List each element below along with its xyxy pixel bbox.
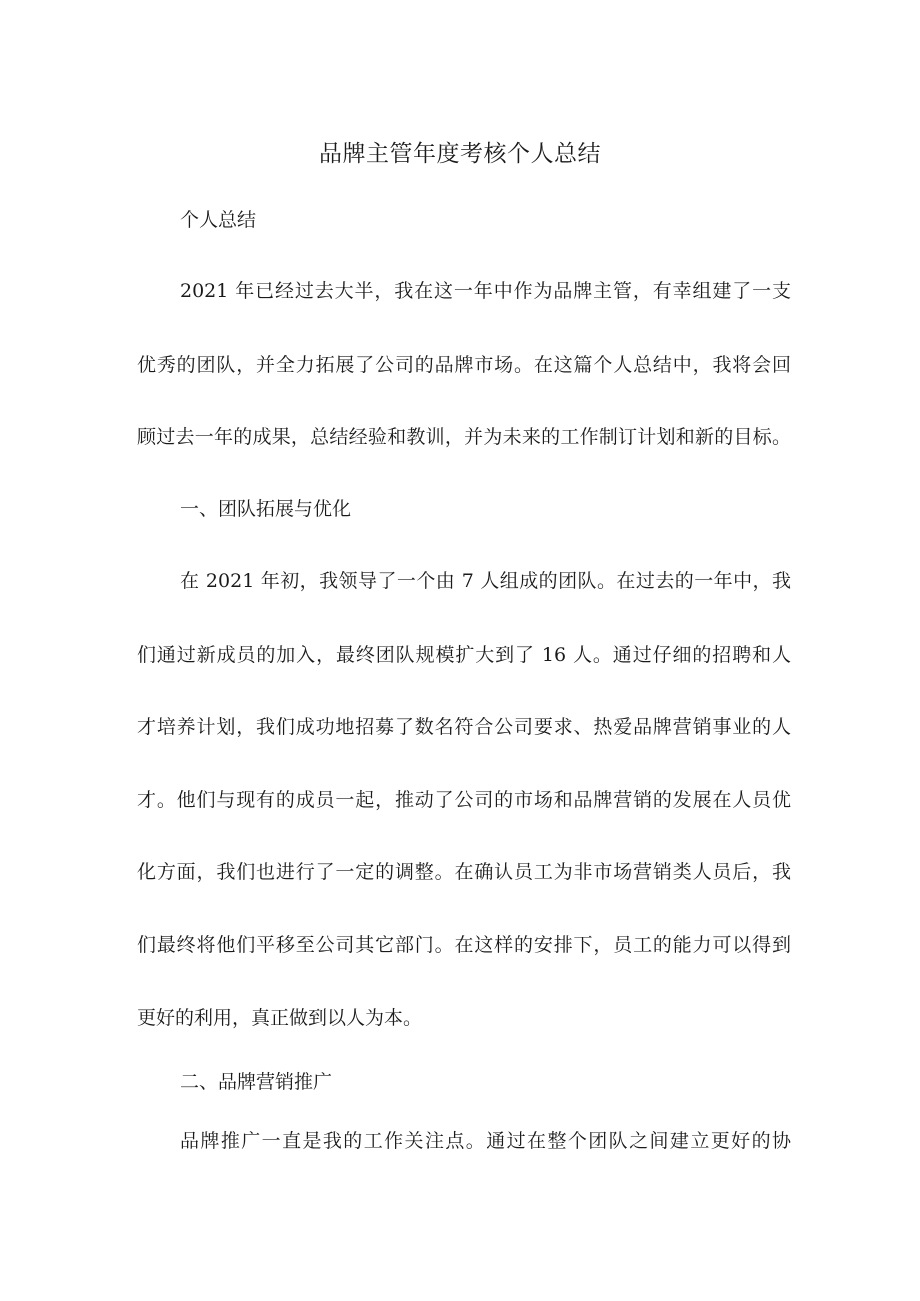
paragraph-line: 在 2021 年初，我领导了一个由 7 人组成的团队。在过去的一年中，我 bbox=[180, 570, 791, 592]
paragraph-line: 们通过新成员的加入，最终团队规模扩大到了 16 人。通过仔细的招聘和人 bbox=[137, 644, 791, 666]
section-heading-team: 一、团队拓展与优化 bbox=[180, 498, 352, 520]
paragraph-line: 化方面，我们也进行了一定的调整。在确认员工为非市场营销类人员后，我 bbox=[137, 861, 791, 883]
paragraph-line: 顾过去一年的成果，总结经验和教训，并为未来的工作制订计划和新的目标。 bbox=[137, 426, 791, 448]
section-heading-brand-marketing: 二、品牌营销推广 bbox=[180, 1071, 333, 1093]
paragraph-line: 们最终将他们平移至公司其它部门。在这样的安排下，员工的能力可以得到 bbox=[137, 934, 791, 956]
paragraph-line: 优秀的团队，并全力拓展了公司的品牌市场。在这篇个人总结中，我将会回 bbox=[137, 354, 791, 376]
paragraph-line: 品牌推广一直是我的工作关注点。通过在整个团队之间建立更好的协 bbox=[180, 1130, 791, 1152]
paragraph-line: 才。他们与现有的成员一起，推动了公司的市场和品牌营销的发展在人员优 bbox=[137, 789, 791, 811]
paragraph-line: 才培养计划，我们成功地招募了数名符合公司要求、热爱品牌营销事业的人 bbox=[137, 716, 791, 738]
paragraph-line: 2021 年已经过去大半，我在这一年中作为品牌主管，有幸组建了一支 bbox=[180, 280, 791, 302]
document-title: 品牌主管年度考核个人总结 bbox=[319, 141, 601, 167]
section-heading-personal-summary: 个人总结 bbox=[180, 209, 257, 231]
paragraph-line: 更好的利用，真正做到以人为本。 bbox=[137, 1007, 423, 1029]
